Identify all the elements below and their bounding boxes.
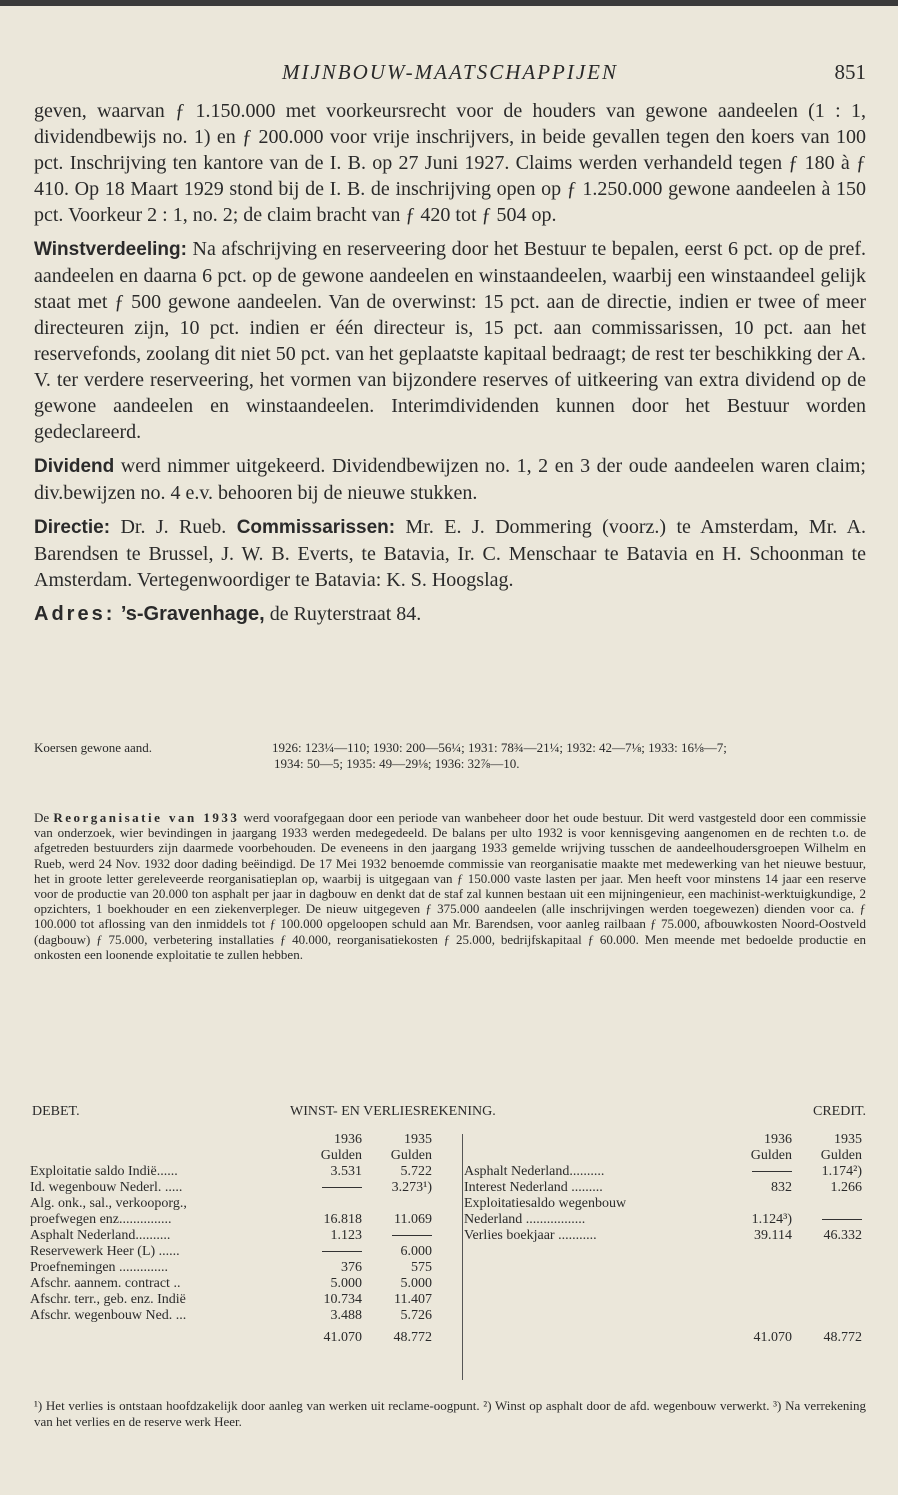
credit-table — [464, 1132, 862, 1346]
left-value-1936: 16.818 — [323, 1212, 362, 1227]
koersen-line-1 — [34, 740, 866, 756]
debet-year-row — [30, 1132, 432, 1148]
reorg-heading: Reorganisatie van 1933 — [53, 810, 240, 825]
paragraph-issue: geven, waarvan ƒ 1.150.000 met voorkeursrecht voor de houders van gewone aandeelen (1 : 1, dividendbewijs no. 1) en ƒ 200.000 voor vrije inschrijvers, in beide gevallen tegen den koers van 100 pct. Inschrijving ten kantore van de I. B. op 27 Juni 1927. Claims werden verhandeld tegen ƒ 180 à ƒ 410. Op 18 Maart 1929 stond bij de I. B. de inschrijving open op ƒ 1.250.000 gewone aandeelen à 150 pct. Voorkeur 2 : 1, no. 2; de claim bracht van ƒ 420 tot ƒ 504 op. — [34, 100, 866, 226]
dividend-lead: Dividend — [34, 456, 115, 477]
left-total-1935: 48.772 — [393, 1330, 432, 1345]
paragraph-directie — [34, 514, 866, 593]
commissarissen-lead: Commissarissen: — [236, 517, 396, 538]
left-label: Id. wegenbouw Nederl. ..... — [30, 1180, 183, 1195]
left-row — [30, 1244, 432, 1260]
right-value-1935 — [792, 1196, 862, 1212]
year-1936: 1936 — [334, 1132, 362, 1147]
right-value-1935: 46.332 — [823, 1228, 862, 1243]
debet-unit-row — [30, 1148, 432, 1164]
left-row — [30, 1164, 432, 1180]
right-total-1936: 41.070 — [753, 1330, 792, 1345]
right-total-row — [464, 1324, 862, 1346]
top-edge — [0, 0, 898, 6]
right-label: Asphalt Nederland.......... — [464, 1164, 605, 1179]
paragraph-adres — [34, 601, 866, 627]
left-row — [30, 1292, 432, 1308]
dash-rule — [822, 1219, 862, 1220]
left-value-1935: 11.407 — [394, 1292, 432, 1307]
year-1935: 1935 — [834, 1132, 862, 1147]
dash-rule — [322, 1187, 362, 1188]
winst-verliesrekening — [30, 1104, 868, 1384]
left-label: Afschr. aannem. contract .. — [30, 1276, 181, 1291]
left-value-1936: 5.000 — [330, 1276, 362, 1291]
left-row — [30, 1308, 432, 1324]
left-value-1936: 3.488 — [330, 1308, 362, 1323]
right-label: Exploitatiesaldo wegenbouw — [464, 1196, 627, 1211]
right-value-1935: 1.174²) — [821, 1164, 862, 1179]
koersen-block — [34, 740, 866, 772]
reorg-intro: De — [34, 810, 54, 825]
paragraph-winstverdeeling — [34, 236, 866, 445]
left-label: proefwegen enz............... — [30, 1212, 172, 1227]
winstverdeeling-lead: Winstverdeeling: — [34, 239, 187, 260]
dash-rule — [752, 1171, 792, 1172]
left-label: Proefnemingen .............. — [30, 1260, 169, 1275]
left-value-1935: 3.273¹) — [391, 1180, 432, 1195]
left-label: Reservewerk Heer (L) ...... — [30, 1244, 180, 1259]
year-1936: 1936 — [764, 1132, 792, 1147]
account-title: WINST- EN VERLIESREKENING. — [290, 1104, 496, 1119]
left-value-1935: 5.722 — [400, 1164, 432, 1179]
year-1935: 1935 — [404, 1132, 432, 1147]
right-value-1935: 1.266 — [830, 1180, 862, 1195]
paragraph-dividend — [34, 453, 866, 506]
dividend-text: werd nimmer uitgekeerd. Dividendbewijzen no. 1, 2 en 3 der oude aandeelen waren claim; div.bewijzen no. 4 e.v. behooren bij de nieuwe stukken. — [34, 455, 866, 504]
unit-1935: Gulden — [820, 1148, 862, 1163]
right-row — [464, 1196, 862, 1212]
left-value-1936: 1.123 — [330, 1228, 362, 1243]
debet-table — [30, 1132, 432, 1346]
right-value-1936 — [722, 1164, 792, 1180]
adres-city: ’s-Gravenhage, — [115, 603, 265, 625]
left-row — [30, 1260, 432, 1276]
right-row — [464, 1212, 862, 1228]
left-value-1936 — [292, 1196, 362, 1212]
right-value-1935 — [792, 1212, 862, 1228]
column-divider — [462, 1134, 463, 1380]
right-label: Verlies boekjaar ........... — [464, 1228, 597, 1243]
adres-lead: Adres: — [34, 603, 116, 625]
right-spacer-row — [464, 1244, 862, 1260]
left-label: Asphalt Nederland.......... — [30, 1228, 171, 1243]
right-row — [464, 1228, 862, 1244]
right-spacer-row — [464, 1308, 862, 1324]
unit-1935: Gulden — [390, 1148, 432, 1163]
right-row — [464, 1164, 862, 1180]
left-value-1935: 5.726 — [400, 1308, 432, 1323]
running-title: MIJNBOUW-MAATSCHAPPIJEN — [281, 60, 619, 84]
left-label: Exploitatie saldo Indië...... — [30, 1164, 178, 1179]
left-total-1936: 41.070 — [323, 1330, 362, 1345]
unit-1936: Gulden — [320, 1148, 362, 1163]
right-value-1936: 39.114 — [754, 1228, 792, 1243]
right-value-1936: 832 — [771, 1180, 792, 1195]
left-value-1935 — [362, 1196, 432, 1212]
koersen-values-1: 1926: 123¼—110; 1930: 200—56¼; 1931: 78¾—21¼; 1932: 42—7⅛; 1933: 16⅛—7; — [272, 740, 727, 755]
main-text — [34, 98, 866, 635]
left-value-1936: 3.531 — [330, 1164, 362, 1179]
left-value-1936: 10.734 — [323, 1292, 362, 1307]
left-total-row — [30, 1324, 432, 1346]
left-row — [30, 1196, 432, 1212]
left-value-1936 — [292, 1244, 362, 1260]
right-spacer-row — [464, 1292, 862, 1308]
right-row — [464, 1180, 862, 1196]
left-row — [30, 1212, 432, 1228]
koersen-label: Koersen gewone aand. — [34, 740, 153, 755]
left-label: Afschr. wegenbouw Ned. ... — [30, 1308, 187, 1323]
left-value-1935: 5.000 — [400, 1276, 432, 1291]
right-value-1936 — [722, 1196, 792, 1212]
left-value-1936 — [292, 1180, 362, 1196]
left-label: Alg. onk., sal., verkooporg., — [30, 1196, 187, 1211]
right-value-1936: 1.124³) — [751, 1212, 792, 1227]
left-value-1935: 6.000 — [400, 1244, 432, 1259]
footnotes: ¹) Het verlies is ontstaan hoofdzakelijk door aanleg van werken uit reclame-oogpunt. ²) Winst op asphalt door de afd. wegenbouw verwerkt. ³) Na verrekening van het verlies en de reserve werk Heer. — [34, 1398, 866, 1429]
right-spacer-row — [464, 1260, 862, 1276]
left-label: Afschr. terr., geb. enz. Indië — [30, 1292, 186, 1307]
winstverdeeling-text: Na afschrijving en reserveering door het Bestuur te bepalen, eerst 6 pct. op de pref. aandeelen en daarna 6 pct. op de gewone aandeelen en winstaandeelen, waarbij een winstaandeel gelijk staat met ƒ 500 gewone aandeelen. Van de overwinst: 15 pct. aan de directie, indien er twee of meer directeuren zijn, 10 pct. indien er één directeur is, 15 pct. aan commissarissen, 10 pct. aan het reservefonds, zoolang dit niet 50 pct. van het geplaatste kapitaal bedraagt; de rest ter beschikking der A. V. ter verdere reserveering, het vormen van bijzondere reserves of uitkeering van extra dividend op de gewone aandeelen en winstaandeelen. Interimdividenden kunnen door het Bestuur worden gedeclareerd. — [34, 238, 866, 443]
unit-1936: Gulden — [750, 1148, 792, 1163]
dash-rule — [322, 1251, 362, 1252]
dash-rule — [392, 1235, 432, 1236]
credit-year-row — [464, 1132, 862, 1148]
reorganisatie-paragraph — [34, 810, 866, 962]
credit-heading: CREDIT. — [812, 1104, 866, 1119]
adres-street: de Ruyterstraat 84. — [264, 603, 422, 625]
right-spacer-row — [464, 1276, 862, 1292]
credit-unit-row — [464, 1148, 862, 1164]
left-value-1936: 376 — [341, 1260, 362, 1275]
debet-heading: DEBET. — [32, 1104, 80, 1119]
right-label: Nederland ................. — [464, 1212, 586, 1227]
reorg-text: werd voorafgegaan door een periode van wanbeheer door het oude bestuur. Dit werd vastgesteld door een commissie van onderzoek, wier bevindingen in jaargang 1933 werden medegedeeld. De balans per ulto 1932 is voor kennisgeving aangenomen en de rechten t.o. de afgetreden bestuurders zijn daarmede voorbehouden. De eveneens in den jaargang 1933 gemelde wrijving tusschen de aandeelhoudersgroepen Wilhelm en Rueb, werd 24 Nov. 1932 door dading beëindigd. De 17 Mei 1932 benoemde commissie van reorganisatie maakte met medewerking van het nieuwe bestuur, het in groote letter gereleveerde reorganisatieplan op, waarbij is uitgegaan van ƒ 150.000 vaste lasten per jaar. Men heeft voor minstens 14 jaar een reserve voor de productie van 20.000 ton asphalt per jaar in dagbouw en denkt dat de staf zal kunnen bestaan uit een mijningenieur, een machinist-werktuigkundige, 2 opzichters, 1 boekhouder en een ziekenverpleger. De nieuw uitgegeven ƒ 375.000 aandeelen (alle inschrijvingen werden toegewezen) dienden voor ca. ƒ 100.000 tot aflossing van den inmiddels tot ƒ 100.000 opgeloopen schuld aan Mr. Barendsen, voor aanleg railbaan ƒ 75.000, afbouwkosten Noord-Oostveld (dagbouw) ƒ 75.000, verbetering installaties ƒ 40.000, reorganisatiekosten ƒ 25.000, bedrijfskapitaal ƒ 60.000. Men meende met bedoelde productie en onkosten een loonende exploitatie te zullen hebben. — [34, 810, 867, 962]
page-number: 851 — [834, 60, 866, 84]
directie-text: Dr. J. Rueb. — [110, 516, 237, 538]
directie-lead: Directie: — [34, 517, 111, 538]
left-value-1935: 575 — [411, 1260, 432, 1275]
right-label: Interest Nederland ......... — [464, 1180, 603, 1195]
left-row — [30, 1276, 432, 1292]
left-value-1935: 11.069 — [394, 1212, 432, 1227]
running-header — [34, 60, 866, 90]
right-total-1935: 48.772 — [823, 1330, 862, 1345]
left-row — [30, 1180, 432, 1196]
koersen-values-2: 1934: 50—5; 1935: 49—29⅛; 1936: 32⅞—10. — [274, 756, 520, 771]
commissarissen-text: Mr. E. J. Dommering (voorz.) te Amsterdam, Mr. A. Barendsen te Brussel, J. W. B. Everts, te Batavia, Ir. C. Menschaar te Batavia en H. Schoonman te Amsterdam. Vertegenwoordiger te Batavia: K. S. Hoogslag. — [34, 516, 867, 591]
left-value-1935 — [362, 1228, 432, 1244]
left-row — [30, 1228, 432, 1244]
